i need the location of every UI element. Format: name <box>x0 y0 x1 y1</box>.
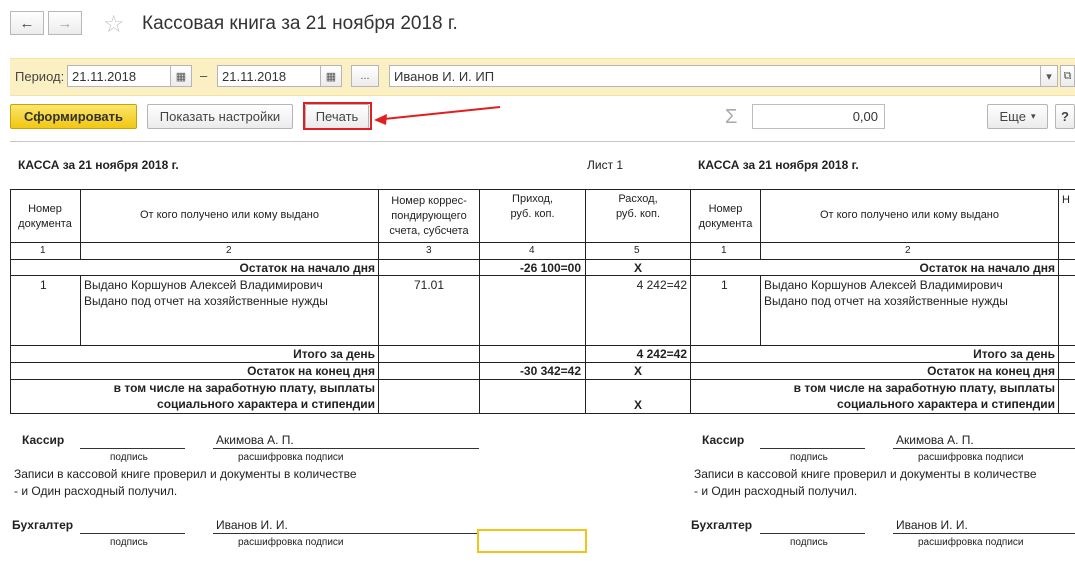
accountant-label: Бухгалтер <box>12 518 74 532</box>
salary-line2-copy: социального характера и стипендии <box>837 397 1055 411</box>
more-button[interactable] <box>987 104 1048 129</box>
col-header-doc-no-line1: Номер <box>28 203 62 215</box>
accountant-name-copy: Иванов И. И. <box>896 518 968 532</box>
back-button[interactable] <box>10 11 44 35</box>
arrow-left-icon: ← <box>19 14 35 32</box>
period-label: Период: <box>15 69 65 84</box>
sum-field[interactable]: 0,00 <box>752 104 885 129</box>
col-header-account-line1: Номер коррес- <box>391 195 467 207</box>
more-label: Еще <box>999 109 1026 124</box>
accountant-signature-caption-copy: подпись <box>790 537 828 548</box>
selected-cell[interactable] <box>477 529 587 553</box>
help-button[interactable]: ? <box>1055 104 1075 129</box>
col-header-doc-no-copy-line1: Номер <box>708 203 743 215</box>
opening-balance-label-copy: Остаток на начало дня <box>919 261 1055 275</box>
col-header-doc-no-line2: документа <box>18 218 72 230</box>
cashier-name: Акимова А. П. <box>216 433 294 447</box>
col-header-account <box>379 194 479 239</box>
calendar-to-button[interactable] <box>320 65 342 87</box>
col-header-income-line2: руб. коп. <box>510 208 555 220</box>
row-description-line1-copy: Выдано Коршунов Алексей Владимирович <box>764 278 1003 292</box>
organization-dropdown-button[interactable] <box>1040 65 1058 87</box>
row-doc-no-copy: 1 <box>721 278 728 292</box>
opening-balance-expense-x: X <box>633 261 642 275</box>
organization-open-button[interactable] <box>1060 65 1075 87</box>
col-header-expense-line2: руб. коп. <box>615 208 661 220</box>
row-doc-no: 1 <box>40 278 47 292</box>
cashier-signature-caption: подпись <box>110 452 148 463</box>
closing-balance-expense-x: X <box>633 364 642 378</box>
accountant-signature-caption: подпись <box>110 537 148 548</box>
ellipsis-icon: ... <box>360 70 370 82</box>
period-select-button[interactable] <box>351 65 379 87</box>
accountant-decode-caption: расшифровка подписи <box>238 537 344 548</box>
col-num-5: 5 <box>634 245 640 256</box>
open-icon: ⧉ <box>1063 69 1072 82</box>
period-dash: – <box>200 68 208 83</box>
col-num-2-copy: 2 <box>905 245 911 256</box>
cashier-decode-caption: расшифровка подписи <box>238 452 344 463</box>
col-num-3: 3 <box>426 245 432 256</box>
date-from-field[interactable]: 21.11.2018 <box>67 65 171 87</box>
cashier-name-copy: Акимова А. П. <box>896 433 974 447</box>
closing-balance-label: Остаток на конец дня <box>247 364 375 378</box>
annotation-arrow <box>370 100 505 130</box>
salary-expense-x: X <box>633 398 642 412</box>
checked-text-copy: Записи в кассовой книге проверил и документы в количестве <box>694 467 1037 481</box>
total-label-copy: Итого за день <box>973 347 1055 361</box>
salary-line1-copy: в том числе на заработную плату, выплаты <box>793 381 1055 395</box>
col-header-account-line3: счета, субсчета <box>389 225 469 237</box>
cashier-decode-caption-copy: расшифровка подписи <box>918 452 1024 463</box>
docs-text-copy: - и Один расходный получил. <box>694 484 858 498</box>
cashier-label-copy: Кассир <box>702 433 745 447</box>
opening-balance-label: Остаток на начало дня <box>239 261 375 275</box>
row-description-line1: Выдано Коршунов Алексей Владимирович <box>84 278 323 292</box>
col-header-account-line2: пондирующего <box>391 210 467 222</box>
salary-line1: в том числе на заработную плату, выплаты <box>113 381 375 395</box>
date-to-field[interactable]: 21.11.2018 <box>217 65 321 87</box>
col-num-2: 2 <box>226 245 232 256</box>
favorite-star-icon[interactable]: ☆ <box>103 11 125 38</box>
sigma-icon: Σ <box>725 106 738 128</box>
col-header-doc-no <box>14 202 76 232</box>
col-num-1: 1 <box>40 245 46 256</box>
col-num-1-copy: 1 <box>721 245 727 256</box>
salary-line2: социального характера и стипендии <box>157 397 375 411</box>
generate-button[interactable]: Сформировать <box>10 104 137 129</box>
filter-panel <box>10 58 1075 96</box>
opening-balance-income: -26 100=00 <box>519 261 581 275</box>
col-header-from-to-copy: От кого получено или кому выдано <box>819 209 1000 221</box>
accountant-label-copy: Бухгалтер <box>691 518 753 532</box>
calendar-from-button[interactable] <box>170 65 192 87</box>
arrow-right-icon: → <box>57 14 73 32</box>
forward-button[interactable] <box>48 11 82 35</box>
calendar-icon: ▦ <box>175 70 187 83</box>
col-header-income <box>480 192 585 222</box>
chevron-down-icon: ▾ <box>1030 111 1036 121</box>
sheet-number: Лист 1 <box>587 158 624 172</box>
closing-balance-income: -30 342=42 <box>519 364 581 378</box>
cashier-label: Кассир <box>22 433 65 447</box>
col-header-expense <box>586 192 690 222</box>
total-expense: 4 242=42 <box>636 347 687 361</box>
calendar-icon: ▦ <box>325 70 337 83</box>
docs-text: - и Один расходный получил. <box>14 484 178 498</box>
chevron-down-icon: ▾ <box>1046 70 1052 83</box>
checked-text: Записи в кассовой книге проверил и документы в количестве <box>14 467 357 481</box>
closing-balance-label-copy: Остаток на конец дня <box>927 364 1055 378</box>
show-settings-button[interactable]: Показать настройки <box>147 104 293 129</box>
cashier-signature-caption-copy: подпись <box>790 452 828 463</box>
row-expense: 4 242=42 <box>636 278 687 292</box>
report-title: КАССА за 21 ноября 2018 г. <box>18 158 179 172</box>
report-title-copy: КАССА за 21 ноября 2018 г. <box>698 158 859 172</box>
page-title: Кассовая книга за 21 ноября 2018 г. <box>142 13 458 34</box>
row-description-line2-copy: Выдано под отчет на хозяйственные нужды <box>764 294 1008 308</box>
row-account: 71.01 <box>413 278 445 292</box>
accountant-decode-caption-copy: расшифровка подписи <box>918 537 1024 548</box>
total-label: Итого за день <box>293 347 375 361</box>
print-button[interactable]: Печать <box>305 104 369 129</box>
col-header-expense-line1: Расход, <box>618 193 658 205</box>
col-header-doc-no-copy-line2: документа <box>698 218 753 230</box>
cash-book-report <box>10 141 1075 566</box>
col-header-from-to: От кого получено или кому выдано <box>139 209 320 221</box>
col-num-4: 4 <box>529 245 535 256</box>
print-highlight-box <box>303 102 372 130</box>
col-header-income-line1: Приход, <box>512 193 553 205</box>
row-description-line2: Выдано под отчет на хозяйственные нужды <box>84 294 328 308</box>
col-header-cut: Н <box>1062 194 1070 206</box>
col-header-doc-no-copy <box>691 202 760 232</box>
organization-field[interactable]: Иванов И. И. ИП <box>389 65 1041 87</box>
accountant-name: Иванов И. И. <box>216 518 288 532</box>
